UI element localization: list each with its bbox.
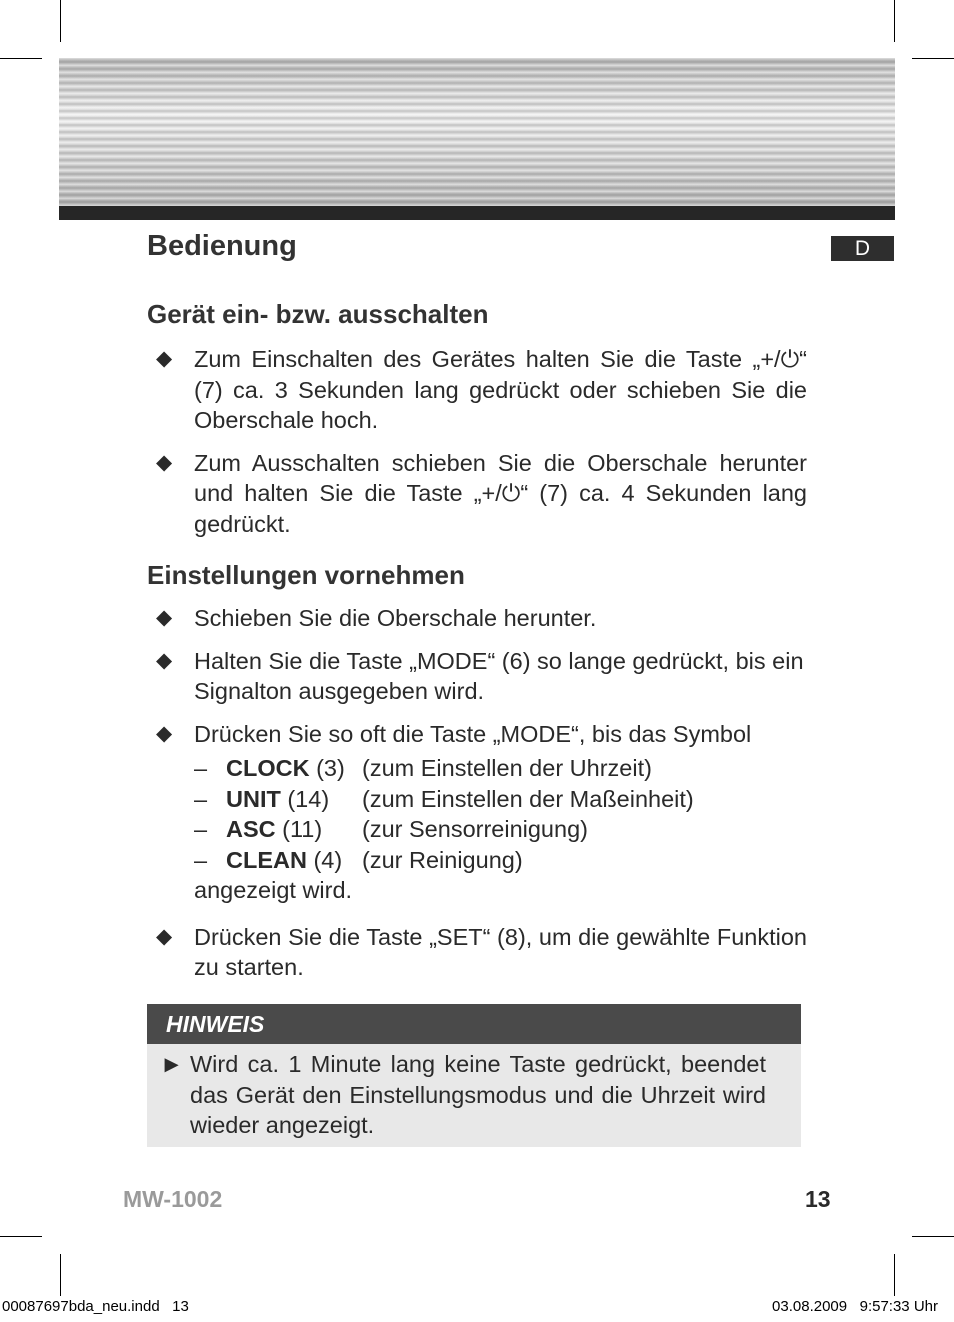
diamond-bullet-icon: ◆ — [156, 606, 173, 629]
list-item — [147, 344, 807, 436]
list-item-text: Halten Sie die Taste „MODE“ (6) so lange gedrückt, bis ein Signalton ausgegeben wird. — [194, 647, 804, 704]
mode-row: – UNIT (14) (zum Einstellen der Maßeinheit) — [194, 785, 694, 812]
crop-mark — [0, 1236, 42, 1237]
crop-mark — [60, 0, 61, 42]
list-item — [147, 448, 807, 540]
note-box — [147, 1004, 801, 1147]
list-item-text: Drücken Sie die Taste „SET“ (8), um die gewählte Funktion zu starten. — [194, 923, 807, 980]
header-banner — [59, 58, 895, 220]
diamond-bullet-icon: ◆ — [156, 721, 173, 745]
list-item — [147, 922, 807, 983]
mode-row: – CLOCK (3) (zum Einstellen der Uhrzeit) — [194, 755, 652, 781]
page-number: 13 — [805, 1186, 831, 1212]
heading-power: Gerät ein- bzw. ausschalten — [147, 299, 489, 329]
section-title: Bedienung — [147, 230, 297, 262]
slug-filename: 00087697bda_neu.indd 13 — [2, 1298, 189, 1315]
diamond-bullet-icon: ◆ — [156, 450, 173, 474]
list-item-text: Schieben Sie die Oberschale herunter. — [194, 605, 597, 631]
crop-mark — [912, 58, 954, 59]
list-item-text: Drücken Sie so oft die Taste „MODE“, bis das Symbol — [194, 720, 752, 747]
diamond-bullet-icon: ◆ — [156, 648, 173, 672]
slug-timestamp: 03.08.2009 9:57:33 Uhr — [772, 1298, 938, 1315]
list-item — [147, 646, 807, 707]
mode-name: UNIT — [226, 785, 281, 812]
note-title: HINWEIS — [147, 1004, 801, 1044]
language-tab: D — [831, 236, 894, 261]
list-item-text: Zum Einschalten des Gerätes halten Sie die Taste „+/⏻“ (7) ca. 3 Sekunden lang gedrückt oder schieben Sie die Oberschale hoch. — [194, 346, 807, 433]
mode-name: ASC — [226, 816, 276, 842]
note-body — [147, 1044, 801, 1141]
mode-row: – CLEAN (4) (zur Reinigung) — [194, 846, 523, 873]
crop-mark — [0, 58, 42, 59]
mode-list — [194, 753, 807, 906]
crop-mark — [894, 1254, 895, 1296]
mode-name: CLOCK — [226, 755, 310, 781]
heading-settings: Einstellungen vornehmen — [147, 560, 465, 590]
mode-name: CLEAN — [226, 846, 307, 873]
list-item — [147, 719, 807, 906]
diamond-bullet-icon: ◆ — [156, 924, 173, 948]
list-item — [147, 603, 807, 634]
crop-mark — [60, 1254, 61, 1296]
footer-model: MW-1002 — [123, 1186, 223, 1212]
header-banner-bar — [59, 206, 895, 220]
crop-mark — [912, 1236, 954, 1237]
note-text: Wird ca. 1 Minute lang keine Taste gedrückt, beendet das Gerät den Einstellungsmodus und die Uhrzeit wird wieder angezeigt. — [190, 1051, 766, 1138]
crop-mark — [894, 0, 895, 42]
mode-list-trailer: angezeigt wird. — [194, 877, 353, 903]
arrow-right-icon: ► — [160, 1051, 184, 1077]
diamond-bullet-icon: ◆ — [156, 347, 173, 370]
main-content — [147, 298, 807, 995]
list-item-text: Zum Ausschalten schieben Sie die Oberschale herunter und halten Sie die Taste „+/⏻“ (7) ca. 4 Sekunden lang gedrückt. — [194, 449, 807, 537]
mode-row: – ASC (11) (zur Sensorreinigung) — [194, 816, 588, 842]
